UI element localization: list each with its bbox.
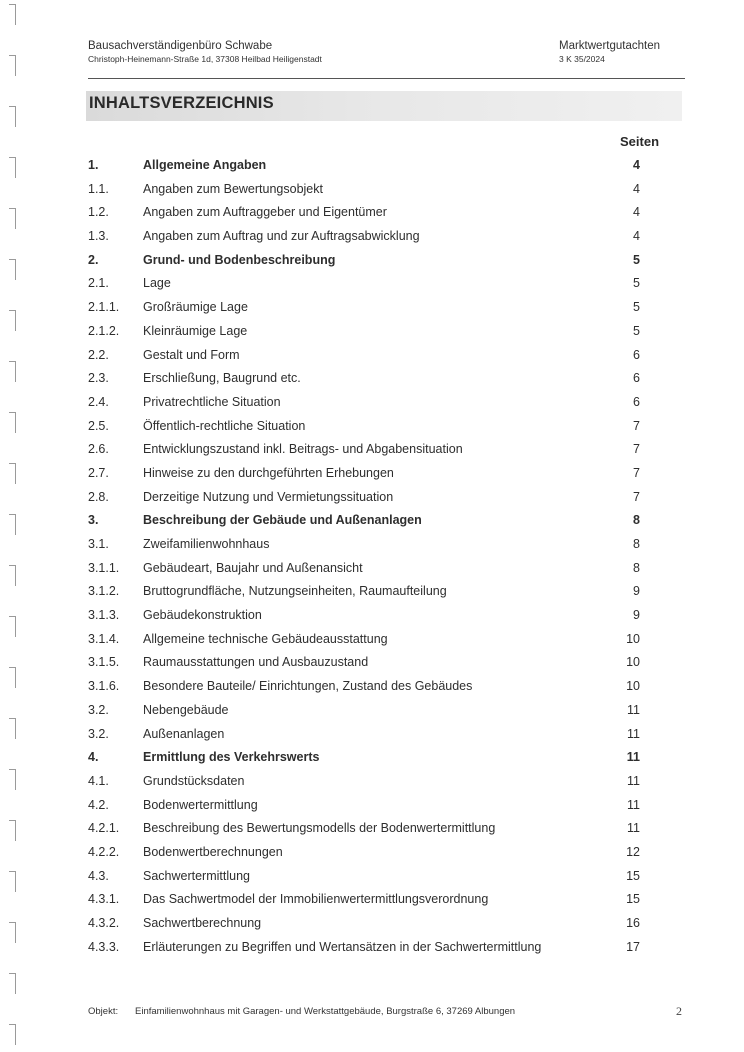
toc-row xyxy=(88,865,648,889)
toc-page: 11 xyxy=(627,773,640,788)
toc-label: Beschreibung des Bewertungsmodells der Bodenwertermittlung xyxy=(143,821,496,836)
toc-page: 8 xyxy=(633,537,640,551)
toc-number: 3.1.1. xyxy=(88,560,120,575)
toc-number: 1. xyxy=(88,158,99,172)
toc-page: 12 xyxy=(626,844,640,859)
binding-mark xyxy=(9,514,16,535)
header-divider xyxy=(88,78,685,79)
toc-row xyxy=(88,320,648,344)
toc-label: Nebengebäude xyxy=(143,702,229,717)
binding-mark xyxy=(9,55,16,76)
toc-row xyxy=(88,391,648,415)
page-footer xyxy=(88,1006,688,1017)
toc-label: Großräumige Lage xyxy=(143,300,248,315)
toc-number: 2.1.2. xyxy=(88,323,120,338)
toc-row xyxy=(88,604,648,628)
toc-number: 4.3.1. xyxy=(88,892,120,907)
toc-number: 2.4. xyxy=(88,394,109,409)
toc-label: Gestalt und Form xyxy=(143,347,240,362)
toc-number: 3.1.4. xyxy=(88,631,120,646)
toc-row xyxy=(88,272,648,296)
toc-label: Angaben zum Auftraggeber und Eigentümer xyxy=(143,205,387,220)
toc-page: 6 xyxy=(633,371,640,386)
toc-number: 2.6. xyxy=(88,442,109,457)
binding-mark xyxy=(9,361,16,382)
binding-mark xyxy=(9,259,16,280)
toc-page: 17 xyxy=(626,939,640,954)
toc-number: 2.3. xyxy=(88,371,109,386)
toc-row xyxy=(88,344,648,368)
toc-label: Hinweise zu den durchgeführten Erhebungen xyxy=(143,465,394,480)
toc-row xyxy=(88,699,648,723)
toc-label: Zweifamilienwohnhaus xyxy=(143,537,270,551)
binding-mark xyxy=(9,463,16,484)
toc-page: 7 xyxy=(633,489,640,504)
toc-page: 11 xyxy=(627,702,640,717)
binding-mark xyxy=(9,871,16,892)
toc-page: 4 xyxy=(633,181,640,196)
toc-number: 4.3.2. xyxy=(88,916,120,930)
toc-page: 10 xyxy=(626,679,640,694)
table-of-contents xyxy=(88,154,648,959)
toc-number: 4.1. xyxy=(88,773,109,788)
toc-page: 6 xyxy=(633,394,640,409)
toc-section-row xyxy=(88,249,648,273)
toc-row xyxy=(88,296,648,320)
toc-page: 16 xyxy=(626,916,640,930)
binding-mark xyxy=(9,4,16,25)
title-band xyxy=(86,91,682,121)
toc-label: Entwicklungszustand inkl. Beitrags- und Abgabensituation xyxy=(143,442,463,457)
toc-number: 4.3. xyxy=(88,868,109,883)
toc-page: 5 xyxy=(633,300,640,315)
pages-column-header: Seiten xyxy=(620,134,660,149)
toc-label: Gebäudekonstruktion xyxy=(143,608,262,623)
toc-row xyxy=(88,675,648,699)
toc-label: Sachwertberechnung xyxy=(143,916,262,930)
page-number: 2 xyxy=(676,1004,682,1018)
toc-label: Grund- und Bodenbeschreibung xyxy=(143,252,336,267)
toc-label: Allgemeine Angaben xyxy=(143,158,267,172)
toc-label: Angaben zum Bewertungsobjekt xyxy=(143,181,323,196)
binding-mark xyxy=(9,667,16,688)
toc-label: Besondere Bauteile/ Einrichtungen, Zustand des Gebäudes xyxy=(143,679,473,694)
toc-number: 3.1.3. xyxy=(88,608,120,623)
toc-number: 4.2.2. xyxy=(88,844,120,859)
binding-mark xyxy=(9,106,16,127)
toc-number: 3.2. xyxy=(88,726,109,741)
toc-page: 15 xyxy=(626,892,640,907)
toc-label: Erschließung, Baugrund etc. xyxy=(143,371,301,386)
toc-section-row xyxy=(88,154,648,178)
binding-mark xyxy=(9,973,16,994)
toc-row xyxy=(88,936,648,960)
toc-page: 10 xyxy=(626,655,640,670)
header-left xyxy=(88,40,322,64)
toc-row xyxy=(88,367,648,391)
footer-prefix: Objekt: xyxy=(88,1006,119,1017)
toc-row xyxy=(88,438,648,462)
toc-label: Außenanlagen xyxy=(143,726,225,741)
toc-row xyxy=(88,462,648,486)
toc-label: Grundstücksdaten xyxy=(143,773,245,788)
toc-number: 3.2. xyxy=(88,702,109,717)
toc-row xyxy=(88,225,648,249)
toc-page: 9 xyxy=(633,584,640,599)
toc-row xyxy=(88,817,648,841)
toc-row xyxy=(88,486,648,510)
toc-number: 3.1.5. xyxy=(88,655,120,670)
toc-row xyxy=(88,651,648,675)
page-header xyxy=(88,40,674,80)
toc-row xyxy=(88,770,648,794)
toc-number: 3.1.2. xyxy=(88,584,120,599)
toc-page: 11 xyxy=(627,726,640,741)
toc-number: 3.1.6. xyxy=(88,679,120,694)
toc-number: 2.1. xyxy=(88,276,109,291)
toc-row xyxy=(88,794,648,818)
toc-label: Das Sachwertmodel der Immobilienwertermittlungsverordnung xyxy=(143,892,489,907)
binding-mark xyxy=(9,412,16,433)
toc-number: 4. xyxy=(88,750,99,765)
toc-row xyxy=(88,178,648,202)
binding-mark xyxy=(9,820,16,841)
toc-page: 11 xyxy=(627,821,640,836)
toc-label: Derzeitige Nutzung und Vermietungssituation xyxy=(143,489,394,504)
toc-label: Bodenwertermittlung xyxy=(143,797,258,812)
toc-section-row xyxy=(88,746,648,770)
binding-mark xyxy=(9,208,16,229)
firm-name: Bausachverständigenbüro Schwabe xyxy=(88,40,273,52)
binding-mark xyxy=(9,565,16,586)
toc-number: 2.1.1. xyxy=(88,300,120,315)
binding-mark xyxy=(9,616,16,637)
toc-label: Erläuterungen zu Begriffen und Wertansätzen in der Sachwertermittlung xyxy=(143,939,542,954)
toc-number: 1.2. xyxy=(88,205,109,220)
toc-page: 7 xyxy=(633,465,640,480)
toc-number: 4.2. xyxy=(88,797,109,812)
toc-row xyxy=(88,888,648,912)
toc-row xyxy=(88,912,648,936)
toc-label: Kleinräumige Lage xyxy=(143,323,248,338)
toc-page: 5 xyxy=(633,276,640,291)
toc-row xyxy=(88,723,648,747)
toc-label: Lage xyxy=(143,276,171,291)
toc-row xyxy=(88,533,648,557)
toc-number: 1.3. xyxy=(88,229,109,244)
toc-page: 4 xyxy=(633,205,640,220)
toc-label: Ermittlung des Verkehrswerts xyxy=(143,750,320,765)
toc-label: Beschreibung der Gebäude und Außenanlagen xyxy=(143,513,422,528)
footer-object: Einfamilienwohnhaus mit Garagen- und Werkstattgebäude, Burgstraße 6, 37269 Albungen xyxy=(135,1006,516,1017)
toc-page: 4 xyxy=(633,229,640,244)
toc-page: 5 xyxy=(633,252,640,267)
toc-row xyxy=(88,580,648,604)
toc-number: 3. xyxy=(88,513,99,528)
toc-page: 11 xyxy=(627,797,640,812)
toc-label: Bruttogrundfläche, Nutzungseinheiten, Raumaufteilung xyxy=(143,584,447,599)
toc-page: 8 xyxy=(633,560,640,575)
document-reference: 3 K 35/2024 xyxy=(559,54,605,64)
toc-page: 7 xyxy=(633,442,640,457)
toc-label: Sachwertermittlung xyxy=(143,868,250,883)
toc-row xyxy=(88,628,648,652)
toc-label: Raumausstattungen und Ausbauzustand xyxy=(143,655,369,670)
toc-page: 8 xyxy=(633,513,640,528)
toc-page: 4 xyxy=(633,158,640,172)
toc-number: 2.5. xyxy=(88,418,109,433)
toc-row xyxy=(88,415,648,439)
toc-number: 1.1. xyxy=(88,181,109,196)
toc-label: Privatrechtliche Situation xyxy=(143,394,281,409)
toc-row xyxy=(88,841,648,865)
toc-number: 2.2. xyxy=(88,347,109,362)
binding-margin-marks xyxy=(0,0,26,1052)
toc-page: 10 xyxy=(626,631,640,646)
toc-number: 3.1. xyxy=(88,537,109,551)
binding-mark xyxy=(9,310,16,331)
toc-page: 5 xyxy=(633,323,640,338)
toc-label: Angaben zum Auftrag und zur Auftragsabwicklung xyxy=(143,229,420,244)
toc-number: 4.2.1. xyxy=(88,821,120,836)
toc-number: 2. xyxy=(88,252,99,267)
toc-page: 6 xyxy=(633,347,640,362)
binding-mark xyxy=(9,718,16,739)
binding-mark xyxy=(9,922,16,943)
toc-number: 2.8. xyxy=(88,489,109,504)
page-title: INHALTSVERZEICHNIS xyxy=(89,94,274,112)
toc-number: 2.7. xyxy=(88,465,109,480)
document-type: Marktwertgutachten xyxy=(559,40,660,52)
toc-row xyxy=(88,201,648,225)
toc-label: Öffentlich-rechtliche Situation xyxy=(143,418,306,433)
toc-page: 7 xyxy=(633,418,640,433)
toc-label: Allgemeine technische Gebäudeausstattung xyxy=(143,631,388,646)
binding-mark xyxy=(9,1024,16,1045)
toc-label: Gebäudeart, Baujahr und Außenansicht xyxy=(143,560,363,575)
toc-page: 11 xyxy=(626,750,640,765)
toc-row xyxy=(88,557,648,581)
toc-label: Bodenwertberechnungen xyxy=(143,844,283,859)
binding-mark xyxy=(9,157,16,178)
header-right xyxy=(559,40,660,64)
toc-section-row xyxy=(88,509,648,533)
toc-page: 9 xyxy=(633,608,640,623)
toc-page: 15 xyxy=(626,868,640,883)
binding-mark xyxy=(9,769,16,790)
firm-address: Christoph-Heinemann-Straße 1d, 37308 Heilbad Heiligenstadt xyxy=(88,54,322,64)
toc-number: 4.3.3. xyxy=(88,939,120,954)
